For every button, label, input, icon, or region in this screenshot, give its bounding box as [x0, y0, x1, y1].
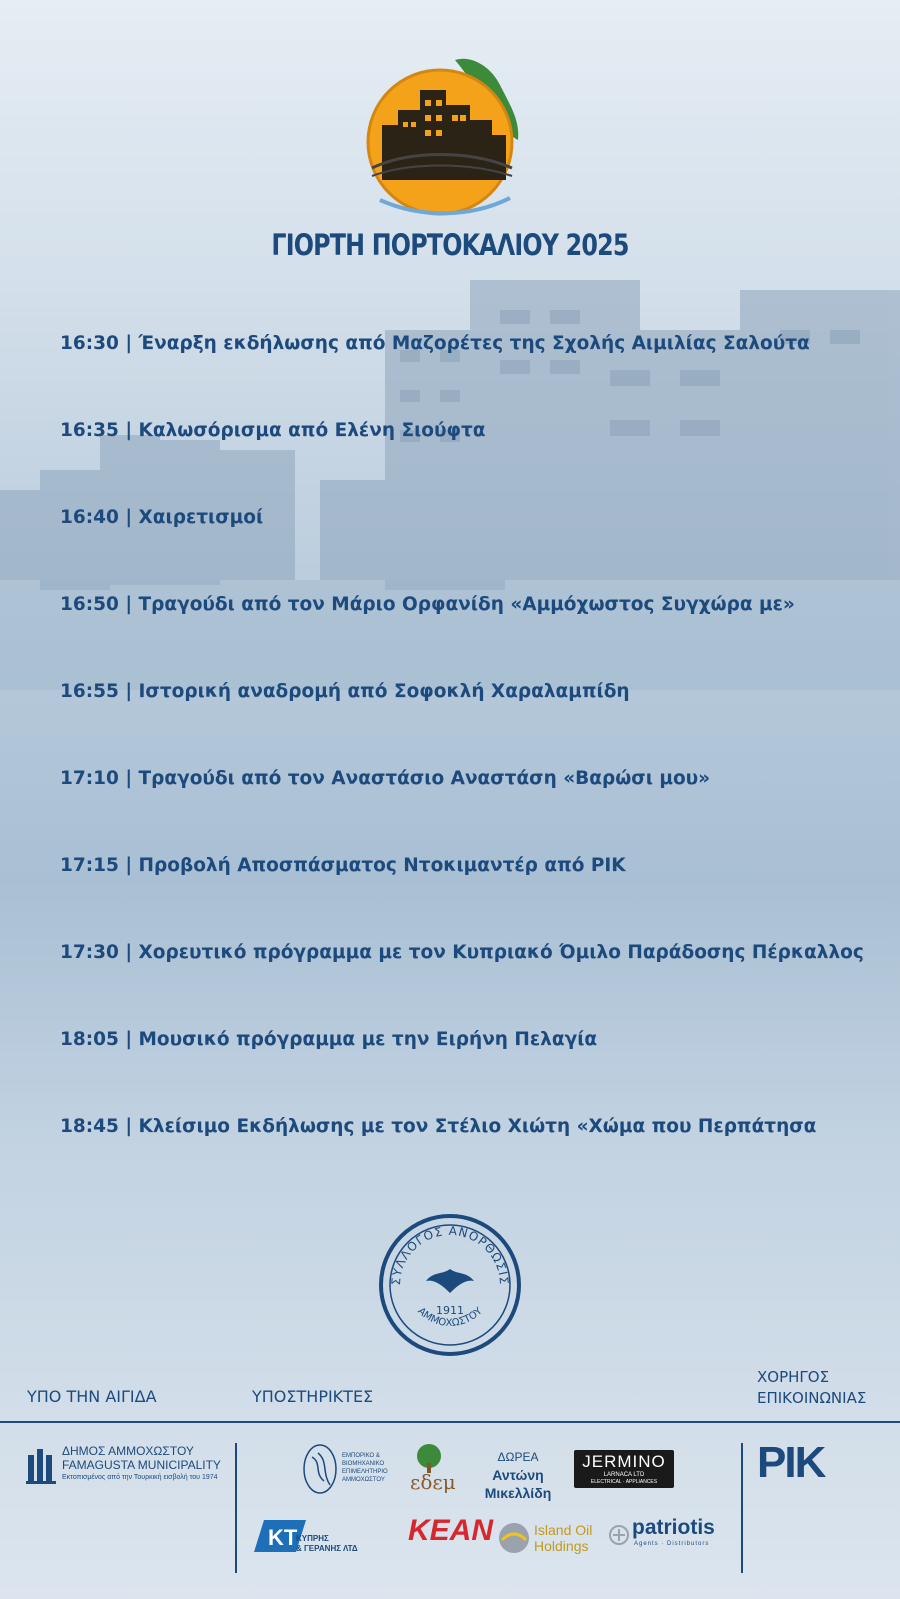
anorthosis-seal-icon — [378, 1213, 522, 1357]
seal-year: 1911 — [436, 1304, 464, 1317]
donor-last-name: Μικελλίδη — [484, 1485, 552, 1501]
edem-logo: εδεμ — [410, 1470, 456, 1494]
kg-line: & ΓΕΡΑΝΗΣ ΛΤΔ — [296, 1544, 358, 1553]
schedule-item: 18:45 | Κλείσιμο Εκδήλωσης με τον Στέλιο Χιώτη «Χώμα που Περπάτησα — [60, 1116, 817, 1137]
rik-logo: ΡΙΚ — [757, 1438, 825, 1487]
municipality-note: Εκτοπισμένος από την Τουρκική εισβολή του 1974 — [62, 1474, 218, 1481]
jermino-sub: LARNACA LTD — [603, 1472, 645, 1478]
chamber-line: ΒΙΟΜΗΧΑΝΙΚΟ — [342, 1461, 385, 1467]
media-sponsor-label-1: ΧΟΡΗΓΟΣ — [757, 1368, 830, 1386]
footer-divider — [0, 1421, 900, 1423]
svg-text:KT: KT — [268, 1525, 298, 1550]
island-oil-name — [534, 1522, 592, 1554]
media-sponsor-label-2: ΕΠΙΚΟΙΝΩΝΙΑΣ — [757, 1389, 867, 1407]
chamber-logo-icon — [302, 1443, 338, 1495]
kean-logo: KEAN — [408, 1514, 494, 1547]
island-oil-line: Island Oil — [534, 1522, 593, 1538]
schedule-item: 16:30 | Έναρξη εκδήλωσης από Μαζορέτες της Σχολής Αιμιλίας Σαλούτα — [60, 333, 810, 354]
chamber-line: ΑΜΜΟΧΩΣΤΟΥ — [342, 1477, 385, 1483]
municipality-name-gr: ΔΗΜΟΣ ΑΜΜΟΧΩΣΤΟΥ — [62, 1444, 194, 1458]
schedule-item: 17:15 | Προβολή Αποσπάσματος Ντοκιμαντέρ από ΡΙΚ — [60, 855, 626, 876]
schedule-item: 17:10 | Τραγούδι από τον Αναστάσιο Αναστάση «Βαρώσι μου» — [60, 768, 711, 789]
chamber-name — [342, 1452, 388, 1484]
kg-line: ΚΥΠΡΗΣ — [296, 1534, 329, 1543]
edem-tree-icon — [414, 1443, 444, 1473]
schedule-item: 16:55 | Ιστορική αναδρομή από Σοφοκλή Χαραλαμπίδη — [60, 681, 630, 702]
patronage-label: ΥΠΟ ΤΗΝ ΑΙΓΙΔΑ — [27, 1387, 157, 1406]
patriotis-sub: Agents · Distributors — [634, 1541, 710, 1547]
supporters-label: ΥΠΟΣΤΗΡΙΚΤΕΣ — [252, 1387, 374, 1406]
schedule-list — [60, 330, 890, 1200]
schedule-item: 18:05 | Μουσικό πρόγραμμα με την Ειρήνη Πελαγία — [60, 1029, 598, 1050]
municipality-name-en: FAMAGUSTA MUNICIPALITY — [62, 1458, 221, 1472]
patriotis-logo-icon — [608, 1524, 630, 1546]
chamber-line: ΕΜΠΟΡΙΚΟ & — [342, 1453, 380, 1459]
schedule-item: 16:40 | Χαιρετισμοί — [60, 507, 264, 528]
jermino-name: JERMINO — [582, 1452, 666, 1471]
schedule-item: 16:50 | Τραγούδι από τον Μάριο Ορφανίδη «Αμμόχωστος Συγχώρα με» — [60, 594, 795, 615]
patriotis-name: patriotis — [632, 1516, 715, 1539]
donation-label: ΔΩΡΕΑ — [497, 1450, 539, 1464]
donation-block — [478, 1448, 558, 1502]
famagusta-municipality-logo-icon — [26, 1445, 60, 1485]
chamber-line: ΕΠΙΜΕΛΗΤΗΡΙΟ — [342, 1469, 388, 1475]
island-oil-line: Holdings — [534, 1538, 589, 1554]
festival-logo-icon — [360, 50, 540, 220]
footer-separator — [741, 1443, 743, 1573]
kg-name — [296, 1534, 358, 1554]
jermino-sub2: ELECTRICAL · APPLIANCES — [590, 1479, 658, 1485]
seal-top-text: ΣΥΛΛΟΓΟΣ ΑΝΟΡΘΩΣΙΣ — [388, 1223, 512, 1286]
schedule-item: 17:30 | Χορευτικό πρόγραμμα με τον Κυπριακό Όμιλο Παράδοσης Πέρκαλλος — [60, 942, 864, 963]
donor-first-name: Αντώνη — [492, 1467, 544, 1483]
schedule-item: 16:35 | Καλωσόρισμα από Ελένη Σιούφτα — [60, 420, 486, 441]
event-title: ΓΙΟΡΤΗ ΠΟΡΤΟΚΑΛΙΟΥ 2025 — [271, 228, 629, 262]
seal-bottom-text: ΑΜΜΟΧΩΣΤΟΥ — [415, 1305, 485, 1329]
island-oil-logo-icon — [498, 1522, 530, 1554]
jermino-logo — [574, 1450, 674, 1488]
footer-separator — [235, 1443, 237, 1573]
